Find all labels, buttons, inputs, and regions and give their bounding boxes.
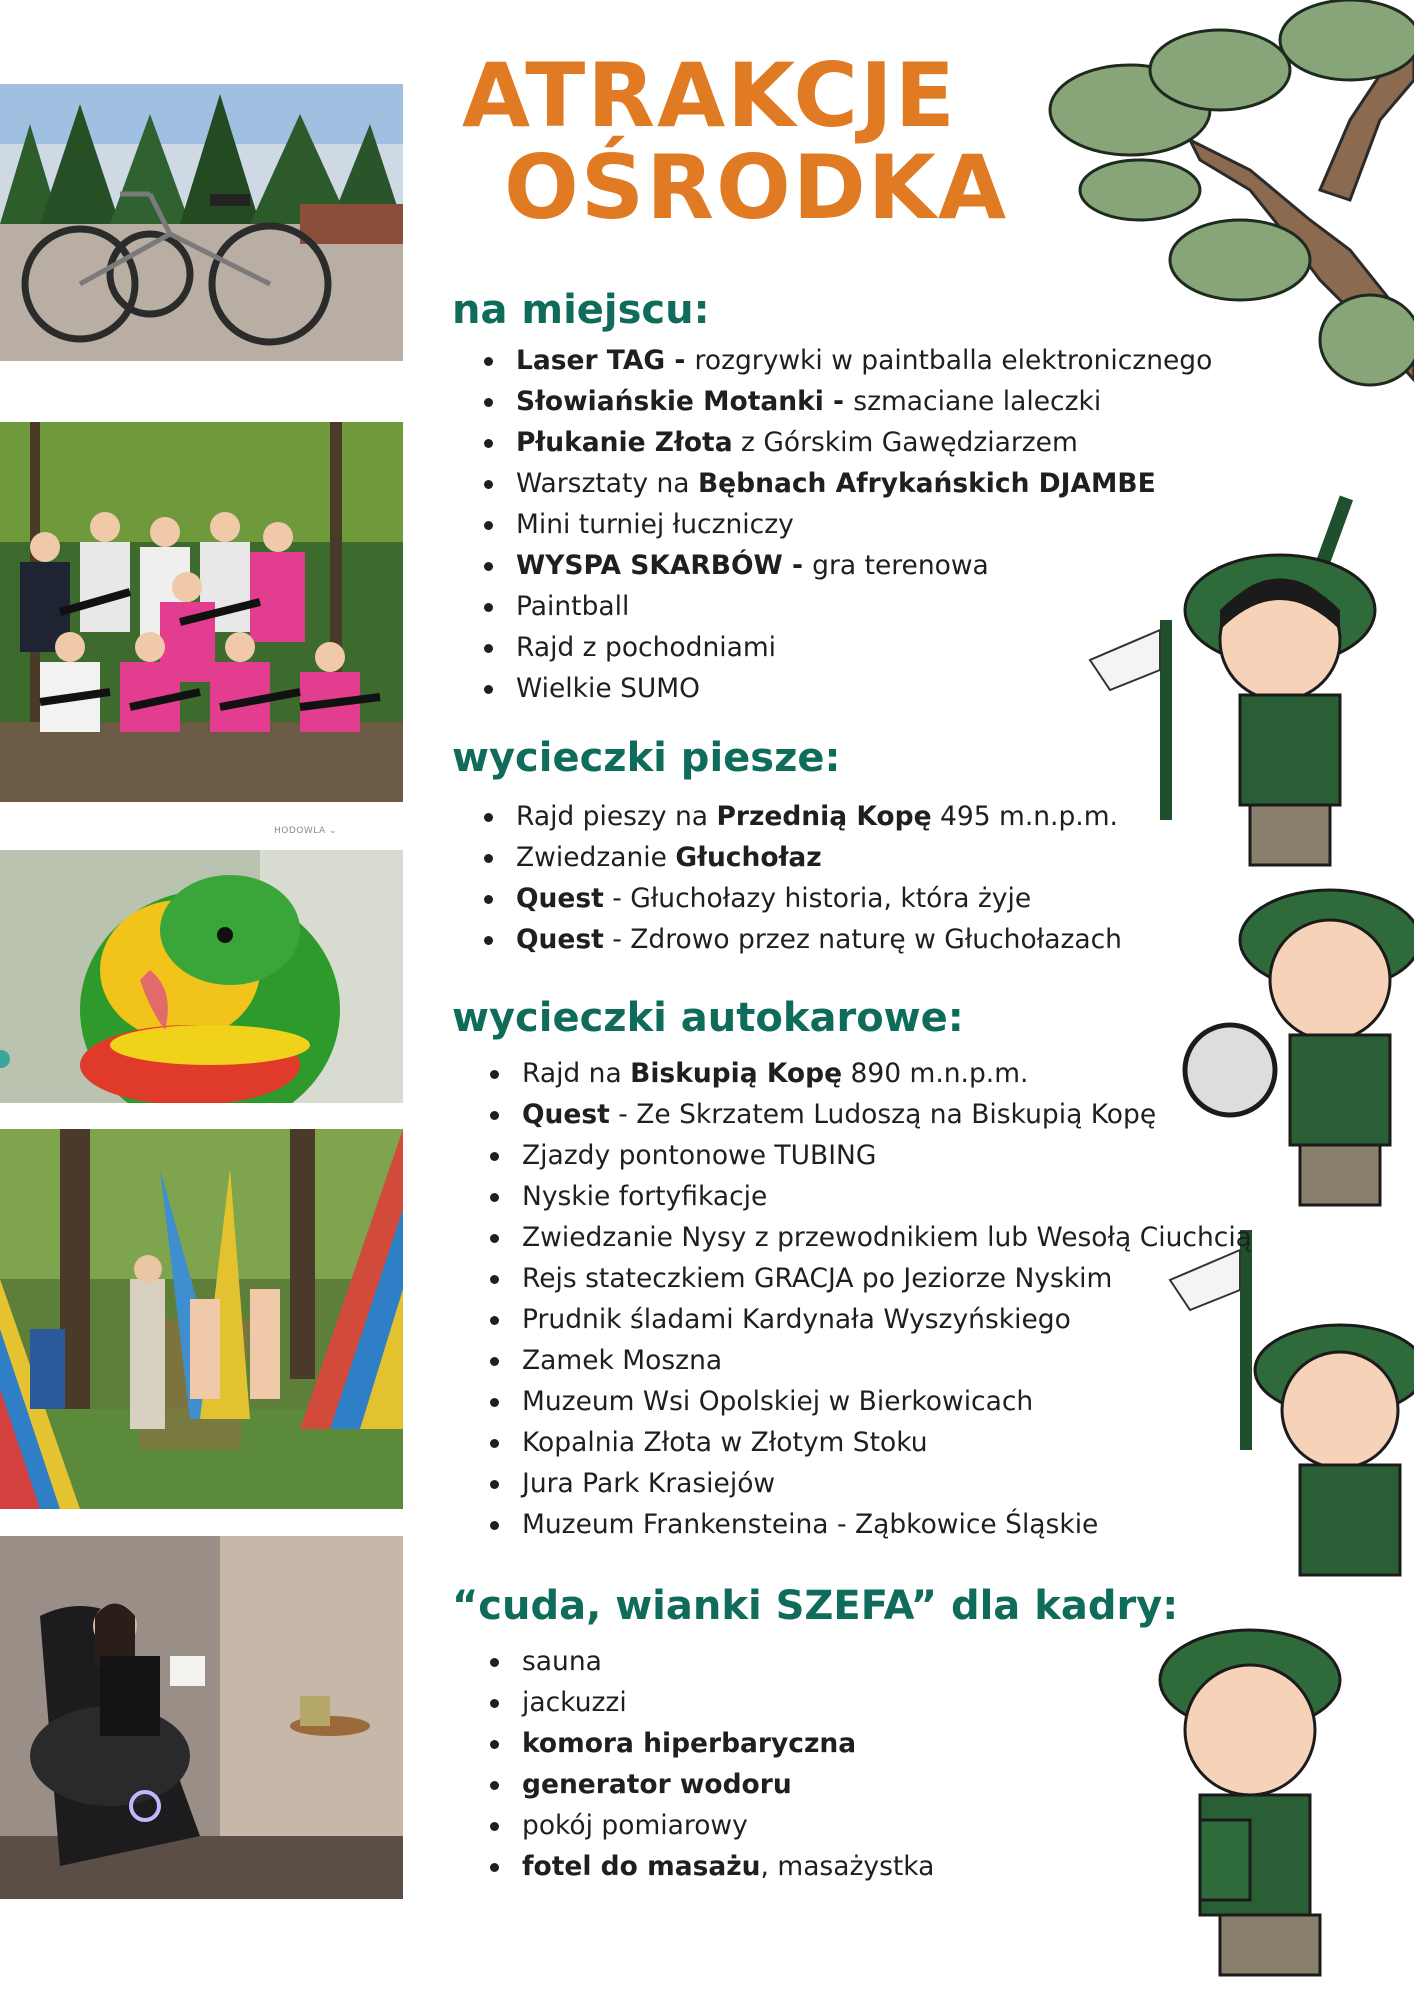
list-item-text: komora hiperbaryczna — [522, 1728, 857, 1759]
list-item-text: Zwiedzanie — [516, 842, 676, 873]
list-item — [490, 1764, 934, 1805]
list-item — [484, 796, 1122, 837]
list-item — [484, 422, 1212, 463]
list-item-text: Kopalnia Złota w Złotym Stoku — [522, 1427, 928, 1458]
list-item-text: Quest — [516, 924, 604, 955]
page-title — [462, 44, 1009, 239]
list-item — [490, 1805, 934, 1846]
photo-parrot — [0, 850, 403, 1103]
list-item-text: Rajd na — [522, 1058, 631, 1089]
list-walking-trips — [484, 796, 1122, 960]
list-item-text: Biskupią Kopę — [630, 1058, 843, 1089]
list-item-text: Muzeum Frankensteina - Ząbkowice Śląskie — [522, 1509, 1099, 1540]
list-item — [484, 586, 1212, 627]
list-item-text: Mini turniej łuczniczy — [516, 509, 794, 540]
list-item-text: Bębnach Afrykańskich DJAMBE — [697, 468, 1156, 499]
photo-teepee-camp — [0, 1129, 403, 1509]
list-item-text: Głuchołaz — [675, 842, 822, 873]
list-item — [484, 463, 1212, 504]
list-item — [484, 919, 1122, 960]
list-item — [484, 668, 1212, 709]
photo-massage-chair — [0, 1536, 403, 1899]
section-heading-walking-trips: wycieczki piesze: — [452, 735, 841, 781]
photo-laser-tag-group — [0, 422, 403, 802]
list-item — [490, 1340, 1252, 1381]
list-coach-trips — [490, 1053, 1252, 1545]
section-heading-staff-perks: “cuda, wianki SZEFA” dla kadry: — [452, 1583, 1179, 1629]
list-item-text: z Górskim Gawędziarzem — [732, 427, 1078, 458]
list-item-text: WYSPA SKARBÓW - — [516, 550, 813, 581]
list-item — [490, 1258, 1252, 1299]
list-item — [490, 1381, 1252, 1422]
list-item-text: Jura Park Krasiejów — [522, 1468, 776, 1499]
list-item — [484, 878, 1122, 919]
list-item — [490, 1094, 1252, 1135]
list-item-text: rozgrywki w paintballa elektronicznego — [694, 345, 1213, 376]
section-heading-on-site: na miejscu: — [452, 287, 710, 333]
list-item-text: Płukanie Złota — [516, 427, 733, 458]
photo-caption: HODOWLA ⌄ — [274, 826, 338, 836]
list-item-text: Przednią Kopę — [716, 801, 932, 832]
list-on-site — [484, 340, 1212, 709]
list-item — [484, 545, 1212, 586]
list-item-text: - Zdrowo przez naturę w Głuchołazach — [603, 924, 1122, 955]
list-item — [484, 381, 1212, 422]
list-item-text: Warsztaty na — [516, 468, 698, 499]
list-item-text: Zamek Moszna — [522, 1345, 723, 1376]
list-item-text: Rajd z pochodniami — [516, 632, 777, 663]
list-item-text: pokój pomiarowy — [522, 1810, 748, 1841]
list-item-text: fotel do masażu — [522, 1851, 761, 1882]
list-item — [484, 837, 1122, 878]
list-staff-perks — [490, 1641, 934, 1887]
section-heading-coach-trips: wycieczki autokarowe: — [452, 995, 964, 1041]
photo-bicycles — [0, 84, 403, 361]
list-item-text: generator wodoru — [522, 1769, 792, 1800]
list-item-text: Rejs stateczkiem GRACJA po Jeziorze Nyskim — [522, 1263, 1113, 1294]
list-item-text: Nyskie fortyfikacje — [522, 1181, 768, 1212]
list-item — [490, 1723, 934, 1764]
list-item — [490, 1299, 1252, 1340]
list-item-text: Zjazdy pontonowe TUBING — [522, 1140, 877, 1171]
list-item-text: Muzeum Wsi Opolskiej w Bierkowicach — [522, 1386, 1034, 1417]
list-item — [484, 504, 1212, 545]
list-item — [484, 340, 1212, 381]
list-item — [490, 1504, 1252, 1545]
list-item — [490, 1135, 1252, 1176]
list-item-text: 890 m.n.p.m. — [842, 1058, 1029, 1089]
list-item-text: Quest — [516, 883, 604, 914]
list-item-text: Laser TAG - — [516, 345, 695, 376]
list-item-text: - Głuchołazy historia, która żyje — [603, 883, 1032, 914]
list-item — [490, 1682, 934, 1723]
list-item-text: Prudnik śladami Kardynała Wyszyńskiego — [522, 1304, 1071, 1335]
list-item — [490, 1463, 1252, 1504]
list-item — [490, 1053, 1252, 1094]
list-item — [490, 1846, 934, 1887]
list-item-text: Słowiańskie Motanki - — [516, 386, 854, 417]
list-item-text: Quest — [522, 1099, 610, 1130]
list-item-text: Paintball — [516, 591, 630, 622]
list-item — [490, 1176, 1252, 1217]
list-item-text: Wielkie SUMO — [516, 673, 701, 704]
list-item-text: Zwiedzanie Nysy z przewodnikiem lub Wesołą Ciuchcią — [522, 1222, 1252, 1253]
list-item-text: szmaciane laleczki — [853, 386, 1102, 417]
title-line-1: ATRAKCJE — [462, 44, 957, 147]
list-item-text: 495 m.n.p.m. — [931, 801, 1118, 832]
list-item-text: Rajd pieszy na — [516, 801, 717, 832]
list-item — [484, 627, 1212, 668]
list-item — [490, 1217, 1252, 1258]
list-item — [490, 1422, 1252, 1463]
list-item-text: , masażystka — [760, 1851, 935, 1882]
list-item-text: jackuzzi — [522, 1687, 627, 1718]
list-item-text: sauna — [522, 1646, 602, 1677]
list-item-text: gra terenowa — [812, 550, 989, 581]
title-line-2: OŚRODKA — [504, 136, 1009, 239]
list-item — [490, 1641, 934, 1682]
list-item-text: - Ze Skrzatem Ludoszą na Biskupią Kopę — [609, 1099, 1157, 1130]
